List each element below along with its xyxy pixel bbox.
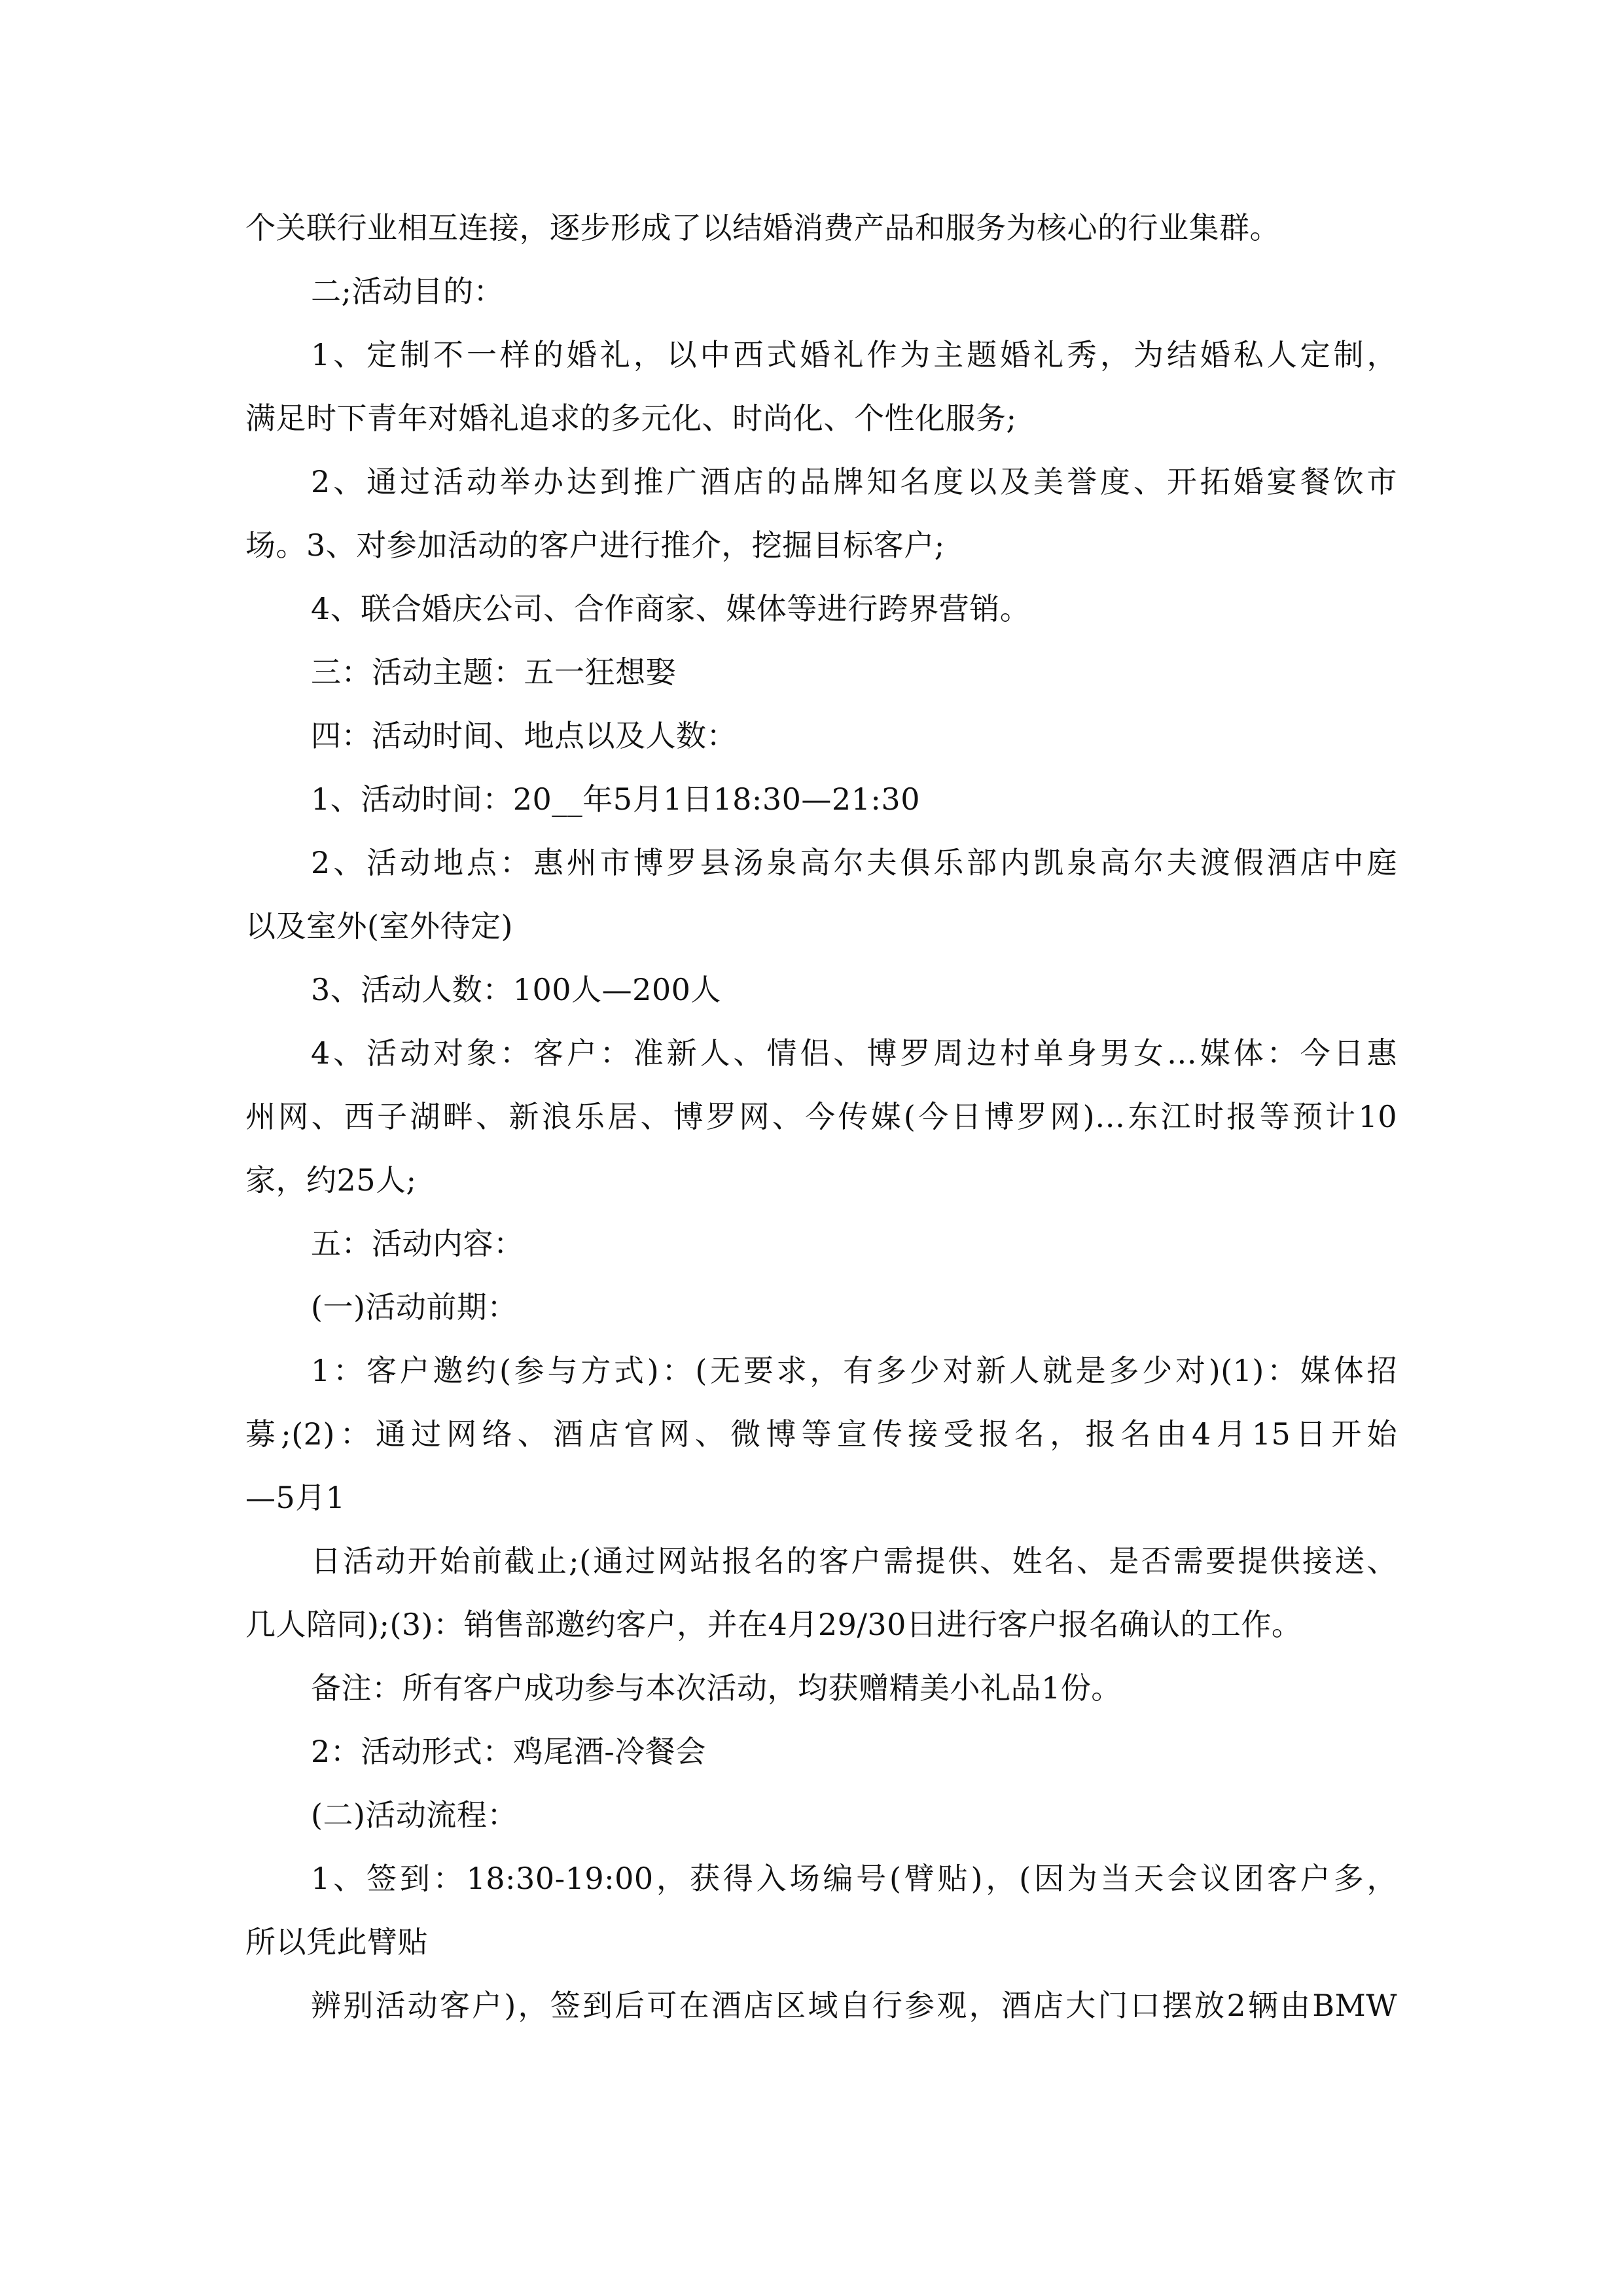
paragraph-line: 州网、西子湖畔、新浪乐居、博罗网、今传媒(今日博罗网)…东江时报等预计10 — [245, 1099, 1397, 1134]
paragraph-line: 1、活动时间：20__年5月1日18:30—21:30 — [311, 781, 920, 817]
paragraph-line: 日活动开始前截止;(通过网站报名的客户需提供、姓名、是否需要提供接送、 — [311, 1543, 1397, 1579]
paragraph-line: 家，约25人; — [245, 1162, 417, 1198]
subsection-heading-pre: (一)活动前期： — [311, 1289, 518, 1325]
paragraph-line: 辨别活动客户)，签到后可在酒店区域自行参观，酒店大门口摆放2辆由BMW — [311, 1988, 1397, 2023]
paragraph-line: 以及室外(室外待定) — [245, 908, 513, 944]
paragraph-line: 4、活动对象：客户：准新人、情侣、博罗周边村单身男女…媒体：今日惠 — [311, 1035, 1397, 1071]
paragraph-line: 所以凭此臂贴 — [245, 1924, 428, 1960]
paragraph-line: —5月1 — [245, 1480, 346, 1515]
paragraph-line: 4、联合婚庆公司、合作商家、媒体等进行跨界营销。 — [311, 591, 1031, 626]
paragraph-line: 几人陪同);(3)：销售部邀约客户，并在4月29/30日进行客户报名确认的工作。 — [245, 1607, 1302, 1642]
paragraph-line: 2、活动地点：惠州市博罗县汤泉高尔夫俱乐部内凯泉高尔夫渡假酒店中庭 — [311, 845, 1397, 880]
paragraph-line: 募;(2)：通过网络、酒店官网、微博等宣传接受报名，报名由4月15日开始 — [245, 1416, 1397, 1452]
paragraph-line: 个关联行业相互连接，逐步形成了以结婚消费产品和服务为核心的行业集群。 — [245, 210, 1280, 245]
paragraph-line: 满足时下青年对婚礼追求的多元化、时尚化、个性化服务; — [245, 401, 1017, 436]
document-body — [245, 196, 1397, 2037]
section-heading-theme: 三：活动主题：五一狂想娶 — [311, 655, 676, 690]
section-heading-purpose: 二;活动目的： — [311, 274, 504, 309]
paragraph-line: 1、签到：18:30-19:00，获得入场编号(臂贴)，(因为当天会议团客户多， — [311, 1861, 1397, 1896]
paragraph-line: 2、通过活动举办达到推广酒店的品牌知名度以及美誉度、开拓婚宴餐饮市 — [311, 464, 1397, 499]
paragraph-line: 场。3、对参加活动的客户进行推介，挖掘目标客户; — [245, 528, 945, 563]
section-heading-time-place: 四：活动时间、地点以及人数： — [311, 718, 737, 753]
section-heading-content: 五：活动内容： — [311, 1226, 524, 1261]
paragraph-line: 1、定制不一样的婚礼，以中西式婚礼作为主题婚礼秀，为结婚私人定制， — [311, 337, 1397, 372]
paragraph-line: 3、活动人数：100人—200人 — [311, 972, 721, 1007]
paragraph-line: 2：活动形式：鸡尾酒-冷餐会 — [311, 1734, 706, 1769]
note-line: 备注：所有客户成功参与本次活动，均获赠精美小礼品1份。 — [311, 1670, 1122, 1706]
paragraph-line: 1：客户邀约(参与方式)：(无要求，有多少对新人就是多少对)(1)：媒体招 — [311, 1353, 1397, 1388]
subsection-heading-process: (二)活动流程： — [311, 1797, 518, 1833]
